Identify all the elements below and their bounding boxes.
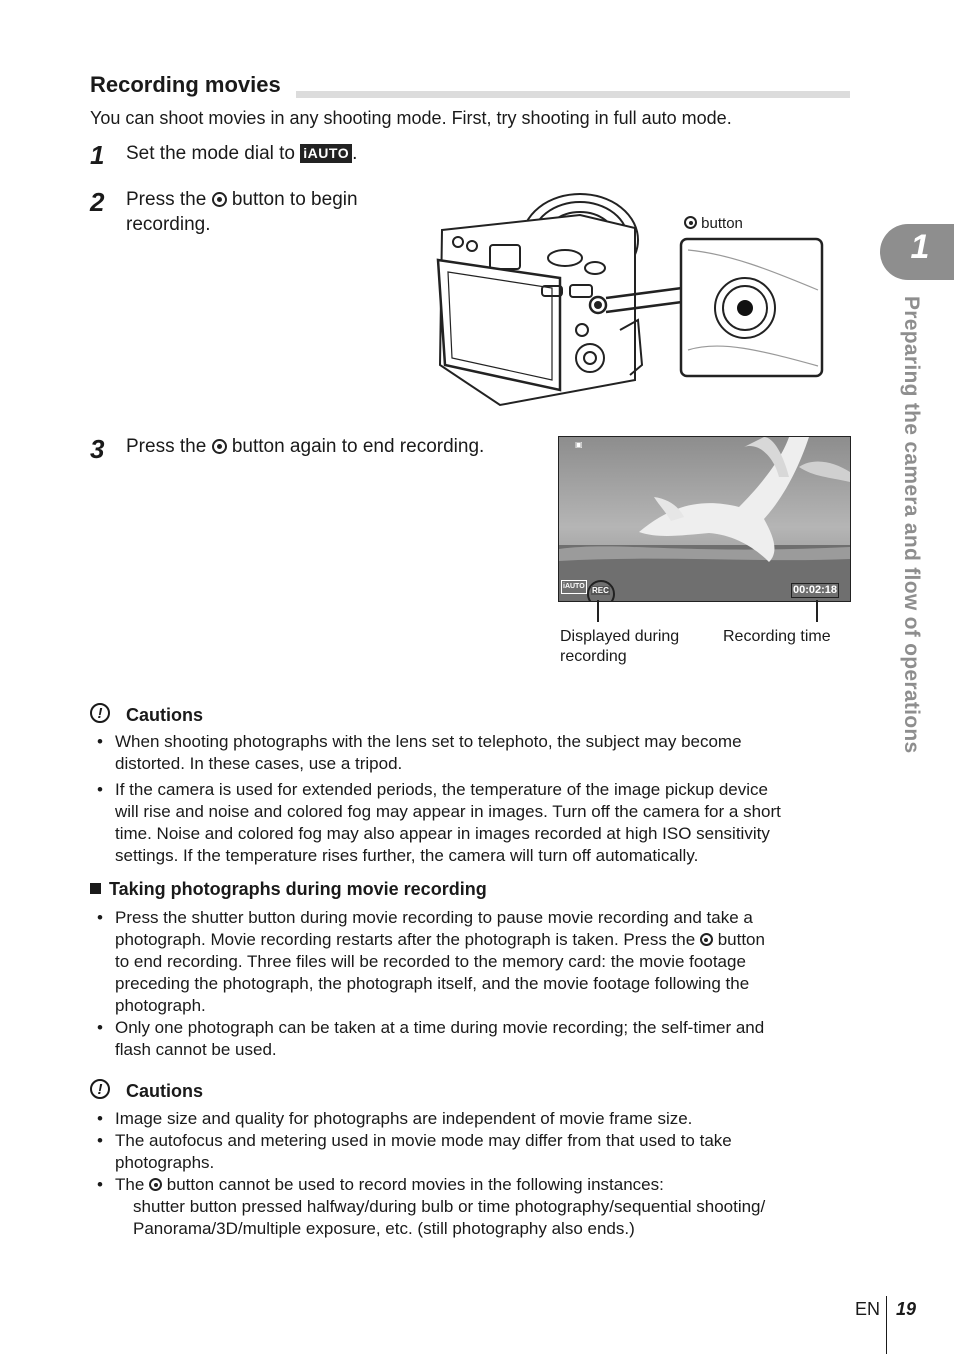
- step-number-2: 2: [90, 187, 105, 217]
- step-1-text-after: .: [352, 143, 358, 164]
- movie-record-button-icon: [212, 192, 227, 207]
- step-1-text-before: Set the mode dial to: [126, 143, 295, 164]
- cautions-heading-2: Cautions: [126, 1081, 204, 1101]
- caution-icon: !: [90, 1079, 110, 1099]
- step-number-3: 3: [90, 434, 105, 464]
- caution-item: • The autofocus and metering used in movie mode may differ from that used to take photographs.: [90, 1130, 850, 1174]
- movie-record-button-icon: [149, 1178, 162, 1191]
- leader-line-time: [816, 600, 818, 622]
- caution-item: • Image size and quality for photographs are independent of movie frame size.: [90, 1108, 850, 1130]
- button-callout-label: button: [701, 215, 743, 232]
- seagull-photo: [559, 437, 850, 601]
- chapter-number: 1: [910, 228, 930, 266]
- label-displayed-during-recording: [560, 627, 679, 667]
- step-2-text-after: button to begin: [231, 189, 358, 210]
- cautions-list-2: [90, 1108, 850, 1240]
- step-2-text-before: Press the: [126, 189, 207, 210]
- square-bullet-icon: [90, 883, 101, 894]
- list-item: • Only one photograph can be taken at a time during movie recording; the self-timer and flash cannot be used.: [90, 1017, 850, 1061]
- label-recording-time: Recording time: [723, 628, 831, 645]
- iauto-display-badge: iAUTO: [561, 580, 587, 594]
- footer-language: EN: [855, 1299, 881, 1319]
- movie-display-image: [558, 436, 851, 602]
- title-rule: [296, 91, 850, 98]
- step-number-1: 1: [90, 140, 105, 170]
- photo-during-movie-heading: Taking photographs during movie recording: [90, 879, 487, 900]
- caution-item: • The button cannot be used to record movies in the following instances: shutter button pressed halfway/during bulb or time photography/sequential shooting/ Panorama/3D/multiple exposure, etc. (still photography also ends.): [90, 1174, 850, 1240]
- camera-illustration: [430, 190, 830, 412]
- caution-icon: !: [90, 703, 110, 723]
- chapter-title-vertical: Preparing the camera and flow of operations: [900, 296, 923, 754]
- movie-mode-icon: ▣: [575, 440, 583, 449]
- step-3-text: [126, 434, 484, 459]
- photo-during-movie-list: [90, 907, 850, 1061]
- step-2-text: [126, 187, 426, 237]
- page-number: 19: [896, 1299, 917, 1319]
- cautions-list-1: [90, 731, 850, 871]
- section-title: Recording movies: [90, 72, 281, 97]
- movie-record-button-icon: [684, 216, 697, 229]
- caution-item: • If the camera is used for extended periods, the temperature of the image pickup device will rise and noise and colored fog may appear in images. Turn off the camera for a short time. Noise and colored fog may also appear in images recorded at high ISO sensitivity settings. If the temperature rises further, the camera will turn off automatically.: [90, 779, 850, 867]
- footer-divider: [886, 1296, 887, 1354]
- iauto-mode-icon: iAUTO: [300, 144, 352, 163]
- recording-time-display: 00:02:18: [793, 584, 838, 596]
- step-3-text-before: Press the: [126, 436, 207, 457]
- leader-line-rec: [597, 600, 599, 622]
- list-item: • Press the shutter button during movie recording to pause movie recording and take a photograph. Movie recording restarts after the photograph is taken. Press the button to end recording. Three files will be recorded to the memory card: the movie footage preceding the photograph, the photograph itself, and the movie footage following the photograph.: [90, 907, 850, 1017]
- caution-item: • When shooting photographs with the lens set to telephoto, the subject may become distorted. In these cases, use a tripod.: [90, 731, 850, 775]
- movie-record-button-icon: [212, 439, 227, 454]
- cautions-heading-1: Cautions: [126, 705, 204, 725]
- step-3-text-after: button again to end recording.: [231, 436, 485, 457]
- step-1-text: [126, 141, 357, 166]
- label-left-line2: recording: [560, 648, 627, 665]
- rec-indicator: REC: [592, 586, 609, 595]
- movie-record-button-icon: [700, 933, 713, 946]
- step-2-text-line2: recording.: [126, 214, 211, 235]
- intro-text: You can shoot movies in any shooting mode. First, try shooting in full auto mode.: [90, 108, 732, 128]
- button-callout: [684, 214, 743, 234]
- label-left-line1: Displayed during: [560, 628, 680, 645]
